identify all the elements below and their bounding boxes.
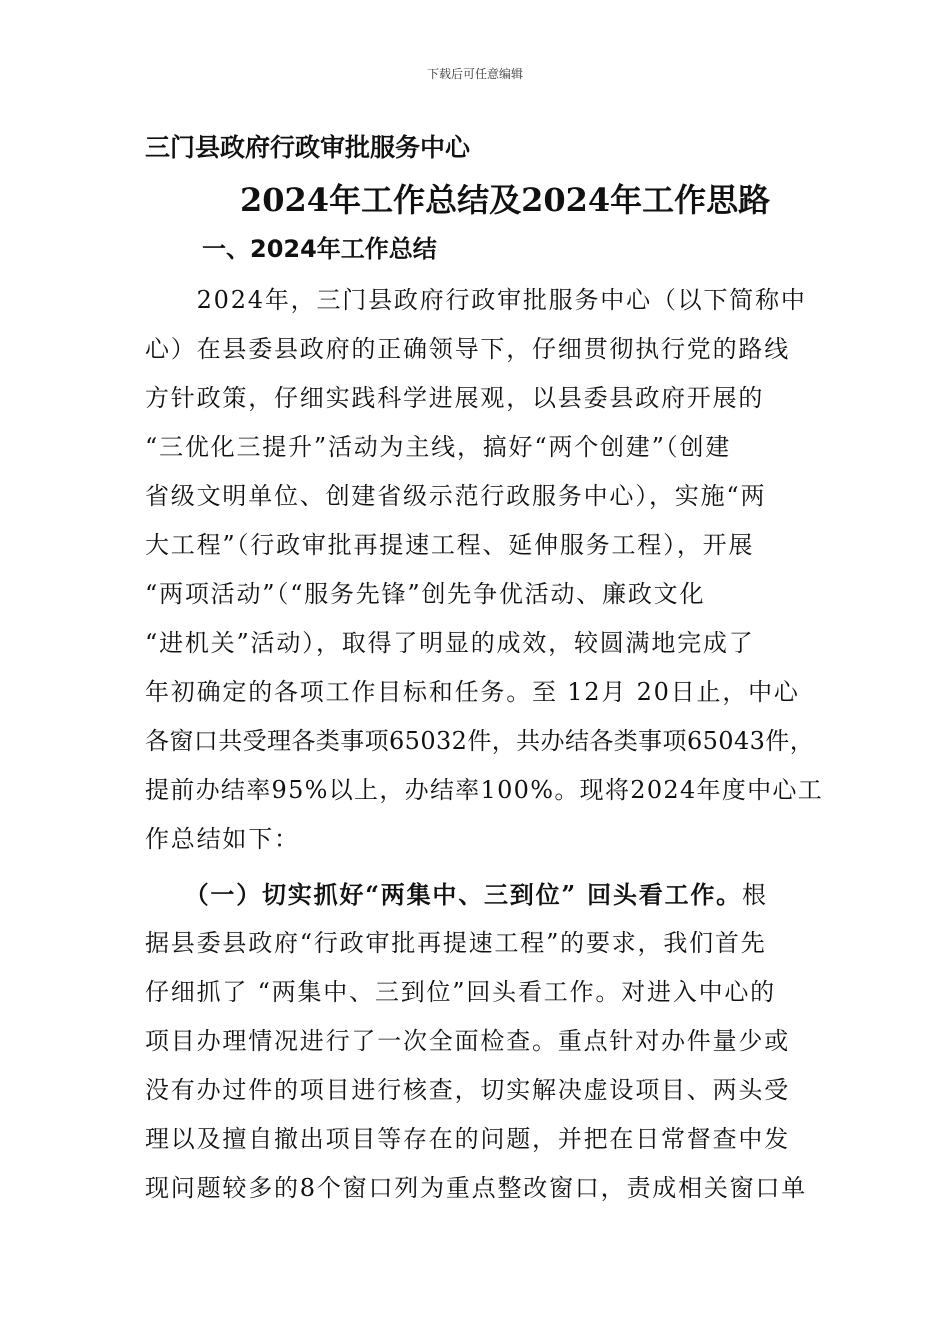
section-heading: 一、2024年工作总结 xyxy=(202,235,437,263)
paragraph-2 xyxy=(145,870,817,1213)
paragraph-line: 作总结如下： xyxy=(145,825,300,853)
paragraph-line: 方针政策，仔细实践科学进展观，以县委县政府开展的 xyxy=(145,384,765,412)
organization-name: 三门县政府行政审批服务中心 xyxy=(145,133,471,162)
page-header-note: 下载后可任意编辑 xyxy=(426,67,523,81)
paragraph-line: 省级文明单位、创建省级示范行政服务中心），实施“两 xyxy=(145,482,767,510)
paragraph-line: “两项活动”（“服务先锋”创先争优活动、廉政文化 xyxy=(145,580,706,608)
paragraph-line: 没有办过件的项目进行核查，切实解决虚设项目、两头受 xyxy=(145,1076,790,1104)
paragraph-line: “进机关”活动），取得了明显的成效，较圆满地完成了 xyxy=(145,629,755,657)
paragraph-line-rest: 根 xyxy=(741,881,768,909)
paragraph-line: 年初确定的各项工作目标和任务。至 12月 20日止，中心 xyxy=(145,678,800,706)
paragraph-1 xyxy=(145,276,824,864)
paragraph-line: “三优化三提升”活动为主线，搞好“两个创建”（创建 xyxy=(145,433,732,461)
paragraph-line: 提前办结率95%以上，办结率100%。现将2024年度中心工 xyxy=(145,776,824,804)
paragraph-line: 大工程”（行政审批再提速工程、延伸服务工程），开展 xyxy=(145,531,755,559)
paragraph-line: 项目办理情况进行了一次全面检查。重点针对办件量少或 xyxy=(145,1027,790,1055)
paragraph-line: 理以及擅自撤出项目等存在的问题，并把在日常督查中发 xyxy=(145,1125,790,1153)
subsection-heading: （一）切实抓好“两集中、三到位” 回头看工作。 xyxy=(145,880,742,909)
document-title: 2024年工作总结及2024年工作思路 xyxy=(240,181,771,219)
paragraph-line: 2024年，三门县政府行政审批服务中心（以下简称中 xyxy=(145,286,807,314)
paragraph-line: 心）在县委县政府的正确领导下，仔细贯彻执行党的路线 xyxy=(145,335,790,363)
paragraph-line: 仔细抓了 “两集中、三到位”回头看工作。对进入中心的 xyxy=(145,978,776,1006)
paragraph-line: 现问题较多的8个窗口列为重点整改窗口，责成相关窗口单 xyxy=(145,1174,808,1202)
paragraph-line: 据县委县政府“行政审批再提速工程”的要求，我们首先 xyxy=(145,929,767,957)
paragraph-line xyxy=(145,870,817,919)
paragraph-line: 各窗口共受理各类事项65032件，共办结各类事项65043件， xyxy=(145,727,815,755)
